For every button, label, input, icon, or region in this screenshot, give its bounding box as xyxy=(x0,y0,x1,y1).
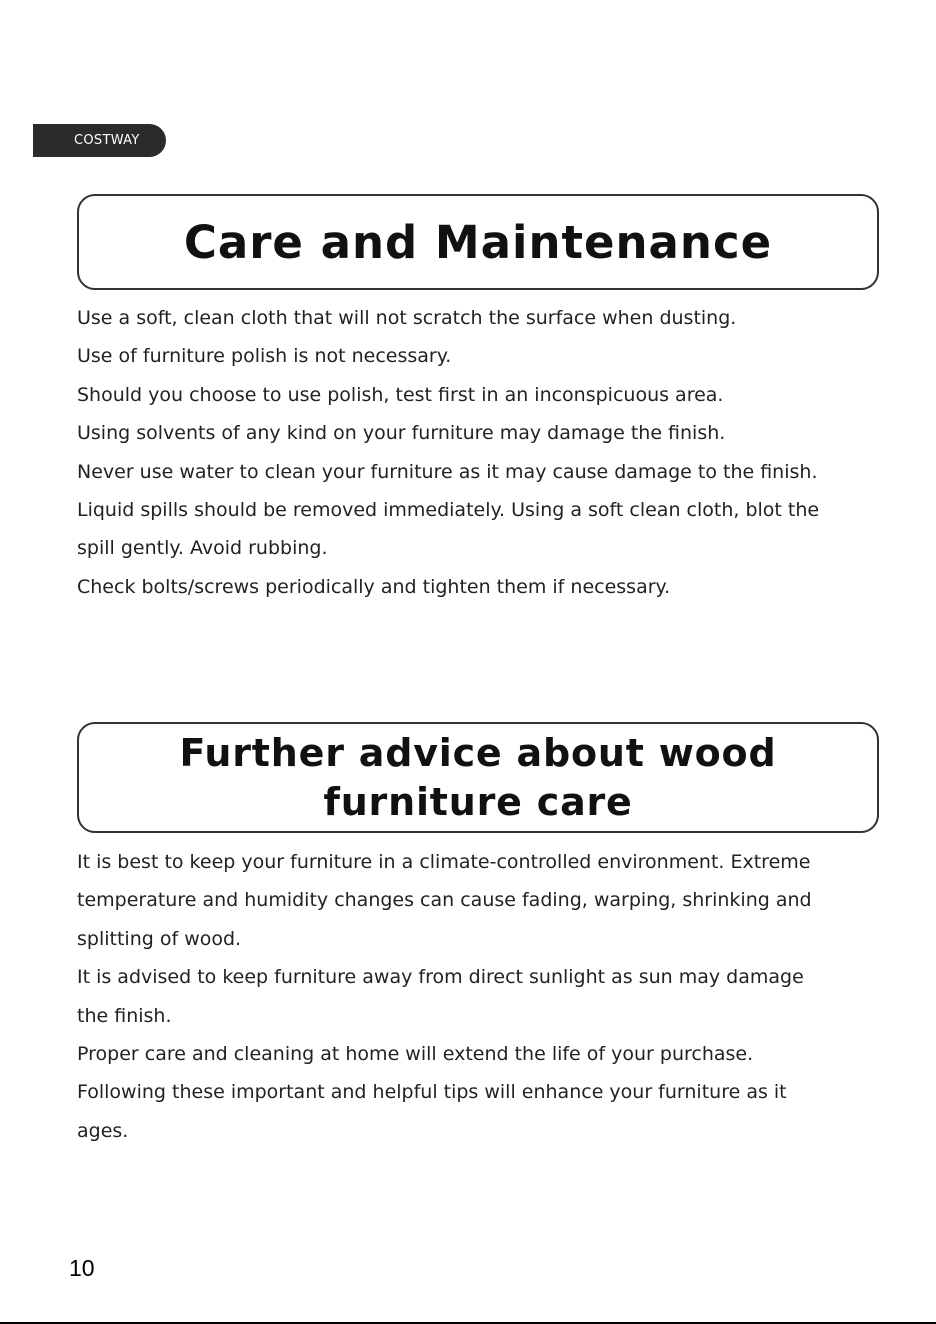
care-line: Never use water to clean your furniture as it may cause damage to the finish. xyxy=(77,460,818,483)
brand-label: COSTWAY xyxy=(74,133,140,148)
care-line: Use a soft, clean cloth that will not scratch the surface when dusting. xyxy=(77,307,737,329)
advice-line: the finish. xyxy=(77,1004,172,1027)
advice-line: Proper care and cleaning at home will extend the life of your purchase. xyxy=(77,1042,754,1065)
advice-line: It is best to keep your furniture in a climate-controlled environment. Extreme xyxy=(77,851,811,873)
advice-line: ages. xyxy=(77,1119,129,1142)
care-line: Use of furniture polish is not necessary. xyxy=(77,345,452,368)
advice-line: Following these important and helpful tips will enhance your furniture as it xyxy=(77,1081,787,1104)
advice-heading-line2: furniture care xyxy=(323,779,633,824)
advice-heading-box xyxy=(77,722,879,833)
care-line: spill gently. Avoid rubbing. xyxy=(77,537,328,560)
page-number: 10 xyxy=(69,1255,95,1281)
advice-heading-line1: Further advice about wood xyxy=(179,730,777,775)
brand-tab xyxy=(33,124,166,157)
care-line: Should you choose to use polish, test first in an inconspicuous area. xyxy=(77,383,724,406)
advice-line: splitting of wood. xyxy=(77,927,242,950)
advice-line: It is advised to keep furniture away from direct sunlight as sun may damage xyxy=(77,966,804,989)
advice-line: temperature and humidity changes can cause fading, warping, shrinking and xyxy=(77,889,812,912)
care-heading: Care and Maintenance xyxy=(183,215,773,269)
care-instructions xyxy=(77,299,877,606)
advice-instructions xyxy=(77,843,877,1150)
care-heading-box xyxy=(77,194,879,290)
advice-heading xyxy=(180,729,777,827)
care-line: Liquid spills should be removed immediately. Using a soft clean cloth, blot the xyxy=(77,498,820,521)
care-line: Using solvents of any kind on your furniture may damage the finish. xyxy=(77,422,726,445)
care-line: Check bolts/screws periodically and tighten them if necessary. xyxy=(77,575,671,598)
